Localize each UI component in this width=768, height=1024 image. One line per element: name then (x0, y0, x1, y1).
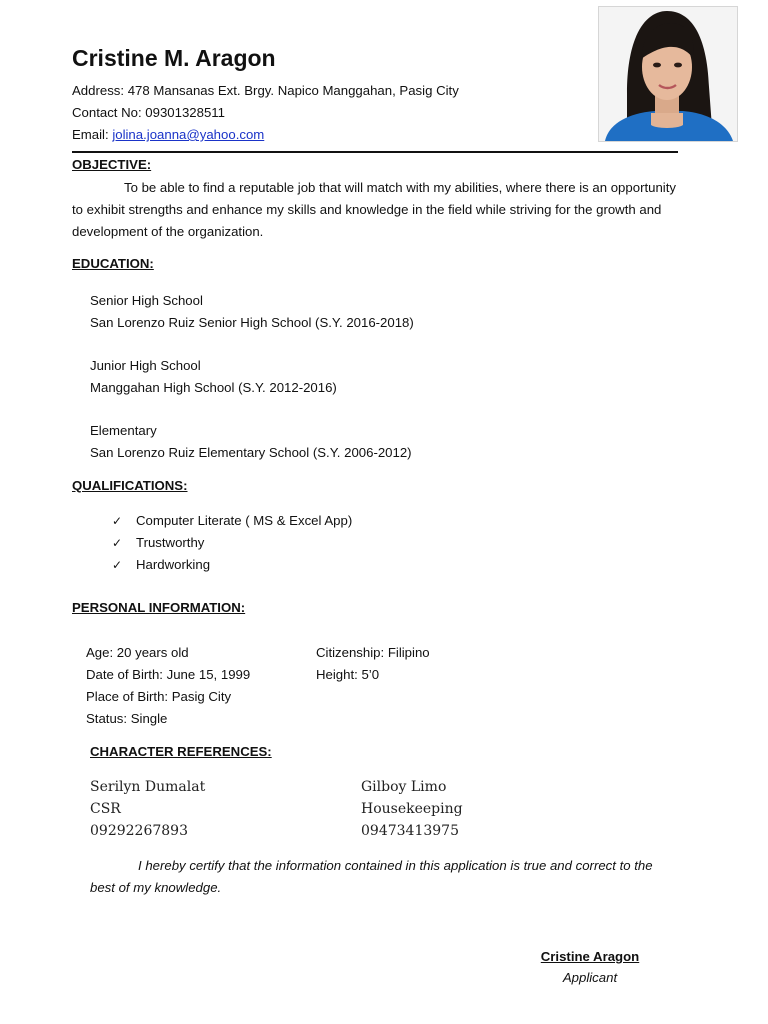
references-heading: CHARACTER REFERENCES: (90, 744, 272, 759)
signature-name: Cristine Aragon (540, 949, 640, 964)
personal-status: Status: Single (86, 711, 168, 726)
contact-line: Contact No: 09301328511 (72, 105, 225, 120)
check-icon: ✓ (112, 536, 123, 550)
personal-citizenship: Citizenship: Filipino (316, 645, 430, 660)
personal-height: Height: 5’0 (316, 667, 380, 682)
personal-info-heading: PERSONAL INFORMATION: (72, 600, 246, 615)
qualification-item (112, 532, 204, 554)
reference-phone: 09292267893 (90, 823, 188, 839)
applicant-photo (598, 6, 738, 142)
education-level: Junior High School (90, 358, 201, 373)
qualification-text: Hardworking (136, 557, 211, 572)
reference-name: Gilboy Limo (361, 779, 447, 795)
qualification-item (112, 510, 352, 532)
applicant-photo-icon (599, 7, 737, 141)
reference-role: Housekeeping (361, 801, 463, 817)
applicant-name: Cristine M. Aragon (72, 45, 276, 71)
email-line (72, 124, 264, 145)
qualification-item (112, 554, 210, 576)
qualification-text: Trustworthy (136, 535, 205, 550)
objective-heading: OBJECTIVE: (72, 157, 152, 172)
personal-age: Age: 20 years old (86, 645, 189, 660)
qualifications-heading: QUALIFICATIONS: (72, 478, 188, 493)
reference-name: Serilyn Dumalat (90, 779, 206, 795)
education-heading: EDUCATION: (72, 256, 154, 271)
education-school: Manggahan High School (S.Y. 2012-2016) (90, 380, 337, 395)
check-icon: ✓ (112, 514, 123, 528)
signature-role: Applicant (562, 970, 618, 985)
education-level: Senior High School (90, 293, 203, 308)
certification-text: I hereby certify that the information contained in this application is true and correct to the best of my knowledge. (90, 858, 653, 895)
personal-birthplace: Place of Birth: Pasig City (86, 689, 232, 704)
address-line: Address: 478 Mansanas Ext. Brgy. Napico Manggahan, Pasig City (72, 83, 459, 98)
email-link[interactable]: jolina.joanna@yahoo.com (112, 127, 265, 142)
email-label: Email: (72, 127, 113, 142)
education-level: Elementary (90, 423, 157, 438)
qualification-text: Computer Literate ( MS & Excel App) (136, 513, 353, 528)
header-divider (72, 151, 678, 153)
check-icon: ✓ (112, 558, 123, 572)
signature-block (520, 946, 660, 989)
objective-text: To be able to find a reputable job that will match with my abilities, where there is an opportunity to exhibit strengths and enhance my skills and knowledge in the field while striving for the growth and development of the organization. (72, 180, 676, 239)
personal-dob: Date of Birth: June 15, 1999 (86, 667, 251, 682)
reference-role: CSR (90, 801, 121, 817)
reference-phone: 09473413975 (361, 823, 459, 839)
education-school: San Lorenzo Ruiz Senior High School (S.Y. 2016-2018) (90, 315, 414, 330)
education-school: San Lorenzo Ruiz Elementary School (S.Y. 2006-2012) (90, 445, 412, 460)
